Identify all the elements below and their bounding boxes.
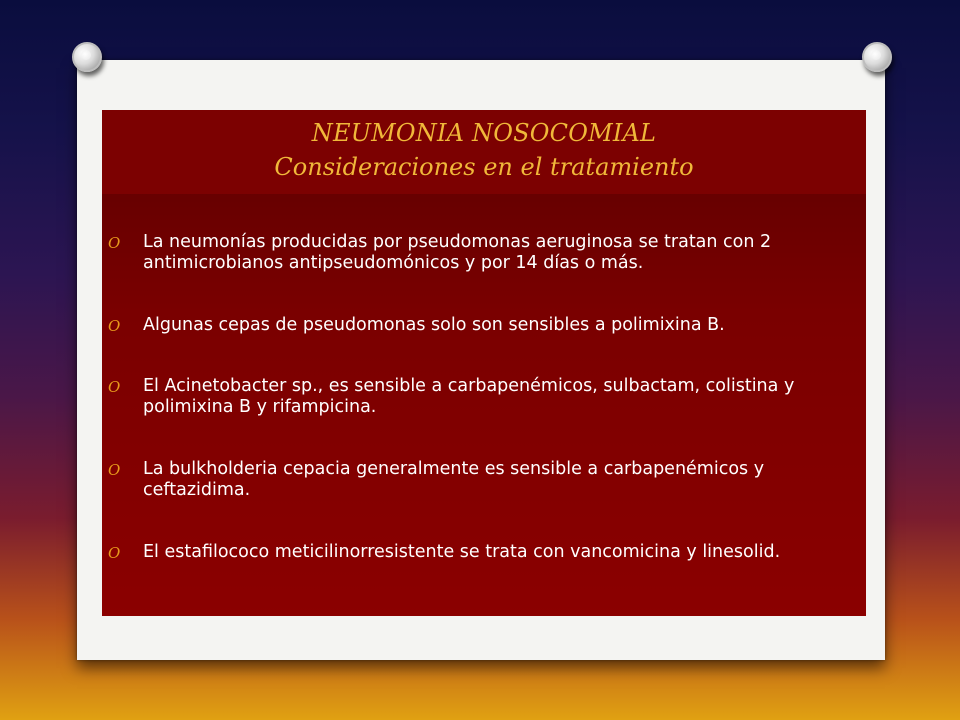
bullet-marker-icon: O bbox=[108, 461, 121, 479]
bullet-text: Algunas cepas de pseudomonas solo son sensibles a polimixina B. bbox=[143, 315, 725, 335]
pushpin-icon bbox=[72, 42, 102, 72]
pushpin-icon bbox=[862, 42, 892, 72]
title-band bbox=[102, 110, 866, 194]
bullet-marker-icon: O bbox=[108, 234, 121, 252]
bullet-marker-icon: O bbox=[108, 317, 121, 335]
bullet-text: La bulkholderia cepacia generalmente es sensible a carbapenémicos y ceftazidima. bbox=[143, 459, 765, 500]
bullet-marker-icon: O bbox=[108, 378, 121, 396]
slide-title: NEUMONIA NOSOCOMIAL bbox=[311, 119, 657, 147]
content-panel bbox=[102, 110, 866, 616]
bullet-text: El estafilococo meticilinorresistente se trata con vancomicina y linesolid. bbox=[143, 542, 781, 562]
bullet-text: El Acinetobacter sp., es sensible a carbapenémicos, sulbactam, colistina y polimixina B y rifampicina. bbox=[143, 376, 795, 417]
bullet-marker-icon: O bbox=[108, 544, 121, 562]
slide-subtitle: Consideraciones en el tratamiento bbox=[274, 153, 694, 181]
bullet-text: La neumonías producidas por pseudomonas aeruginosa se tratan con 2 antimicrobianos antipseudomónicos y por 14 días o más. bbox=[143, 232, 772, 273]
